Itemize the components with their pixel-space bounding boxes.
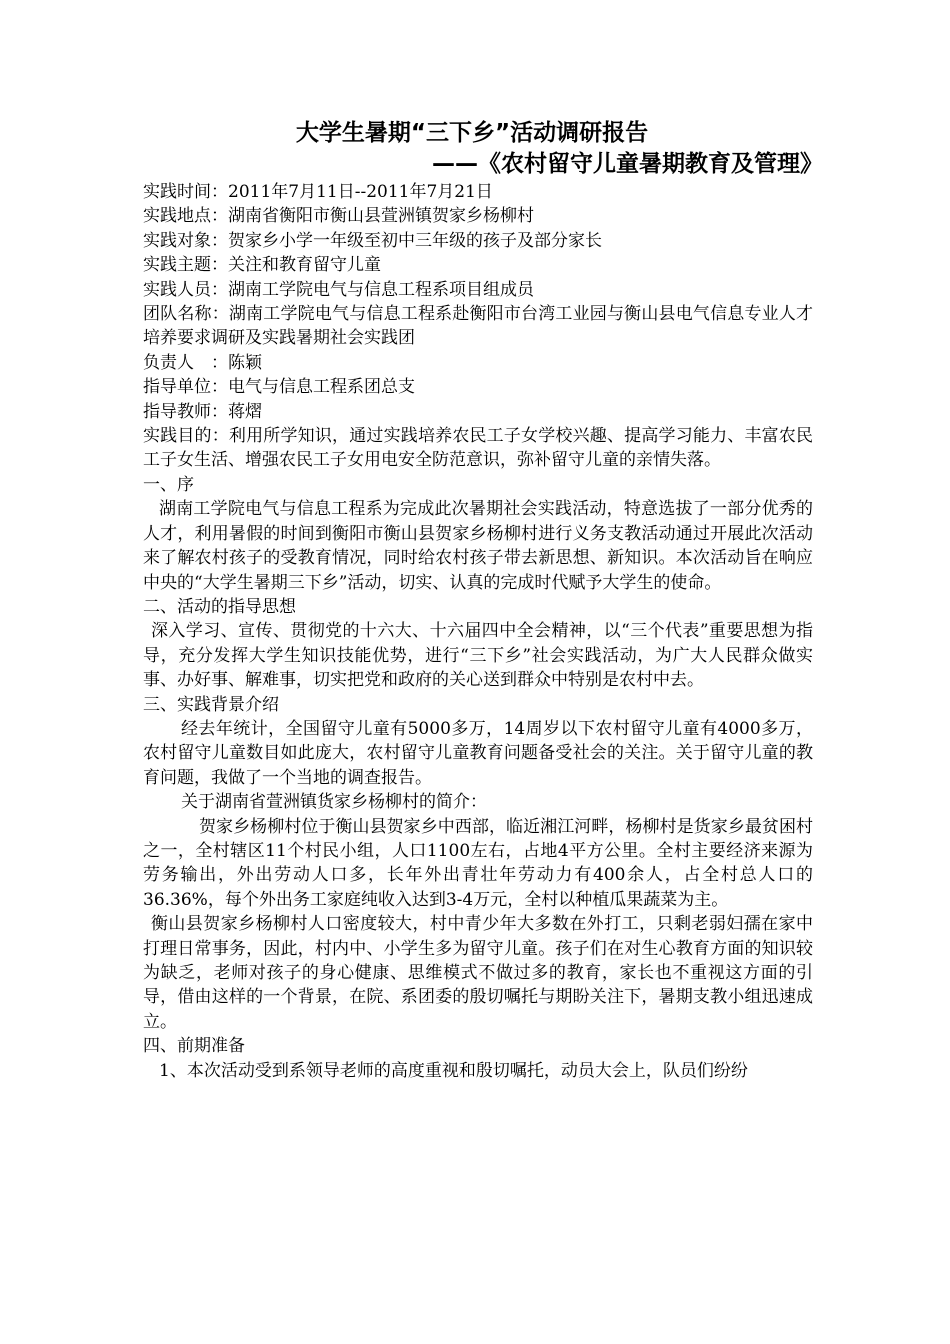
- village-intro-heading: 关于湖南省萱洲镇货家乡杨柳村的简介：: [181, 792, 487, 813]
- guiding-thought-paragraph: 深入学习、宣传、贯彻党的十六大、十六届四中全会精神，以“三个代表”重要思想为指导，充分发挥大学生知识技能优势，进行“三下乡”社会实践活动，为广大人民群众做实事、办好事、解难事，切实把党和政府的关心送到群众中特别是农村中去。: [143, 621, 813, 691]
- section-heading-preparation: 四、前期准备: [143, 1036, 245, 1057]
- practice-members: 实践人员：湖南工学院电气与信息工程系项目组成员: [143, 279, 534, 300]
- section-heading-background: 三、实践背景介绍: [143, 694, 279, 715]
- guidance-unit: 指导单位：电气与信息工程系团总支: [143, 377, 415, 398]
- person-in-charge: 负责人 ：陈颖: [143, 352, 262, 373]
- practice-target: 实践对象：贺家乡小学一年级至初中三年级的孩子及部分家长: [143, 230, 602, 251]
- practice-purpose: 实践目的：利用所学知识，通过实践培养农民工子女学校兴趣、提高学习能力、丰富农民工子女生活、增强农民工子女用电安全防范意识，弥补留守儿童的亲情失落。: [143, 426, 813, 471]
- village-intro-paragraph: 贺家乡杨柳村位于衡山县贺家乡中西部，临近湘江河畔，杨柳村是货家乡最贫困村之一，全村辖区11个村民小组，人口1100左右，占地4平方公里。全村主要经济来源为劳务输出，外出劳动人口多，长年外出青壮年劳动力有400余人，占全村总人口的36.36%，每个外出务工家庭纯收入达到3-4万元，全村以种植瓜果蔬菜为主。: [143, 816, 813, 910]
- preparation-paragraph: 1、本次活动受到系领导老师的高度重视和殷切嘱托，动员大会上，队员们纷纷: [159, 1060, 748, 1081]
- document-subtitle: ——《农村留守儿童暑期教育及管理》: [432, 151, 823, 177]
- document-title: 大学生暑期“三下乡”活动调研报告: [295, 120, 649, 146]
- document-page: [143, 118, 823, 1083]
- practice-theme: 实践主题：关注和教育留守儿童: [143, 255, 381, 276]
- preface-paragraph: 湖南工学院电气与信息工程系为完成此次暑期社会实践活动，特意选拔了一部分优秀的人才，利用暑假的时间到衡阳市衡山县贺家乡杨柳村进行义务支教活动通过开展此次活动来了解农村孩子的受教育情况，同时给农村孩子带去新思想、新知识。本次活动旨在响应中央的“大学生暑期三下乡”活动，切实、认真的完成时代赋予大学生的使命。: [143, 499, 813, 593]
- village-background-paragraph: 衡山县贺家乡杨柳村人口密度较大，村中青少年大多数在外打工，只剩老弱妇孺在家中打理日常事务，因此，村内中、小学生多为留守儿童。孩子们在对生心教育方面的知识较为缺乏，老师对孩子的身心健康、思维模式不做过多的教育，家长也不重视这方面的引导，借由这样的一个背景，在院、系团委的殷切嘱托与期盼关注下，暑期支教小组迅速成立。: [143, 914, 813, 1032]
- statistics-paragraph: 经去年统计，全国留守儿童有5000多万，14周岁以下农村留守儿童有4000多万，农村留守儿童数目如此庞大，农村留守儿童教育问题备受社会的关注。关于留守儿童的教育问题，我做了一个当地的调查报告。: [143, 718, 813, 788]
- section-heading-preface: 一、序: [143, 474, 194, 495]
- team-name: 团队名称：湖南工学院电气与信息工程系赴衡阳市台湾工业园与衡山县电气信息专业人才培养要求调研及实践暑期社会实践团: [143, 304, 813, 349]
- guidance-teacher: 指导教师：蒋熠: [143, 401, 262, 422]
- section-heading-guiding-thought: 二、活动的指导思想: [143, 596, 296, 617]
- practice-time: 实践时间：2011年7月11日--2011年7月21日: [143, 182, 493, 202]
- practice-location: 实践地点：湖南省衡阳市衡山县萱洲镇贺家乡杨柳村: [143, 206, 534, 227]
